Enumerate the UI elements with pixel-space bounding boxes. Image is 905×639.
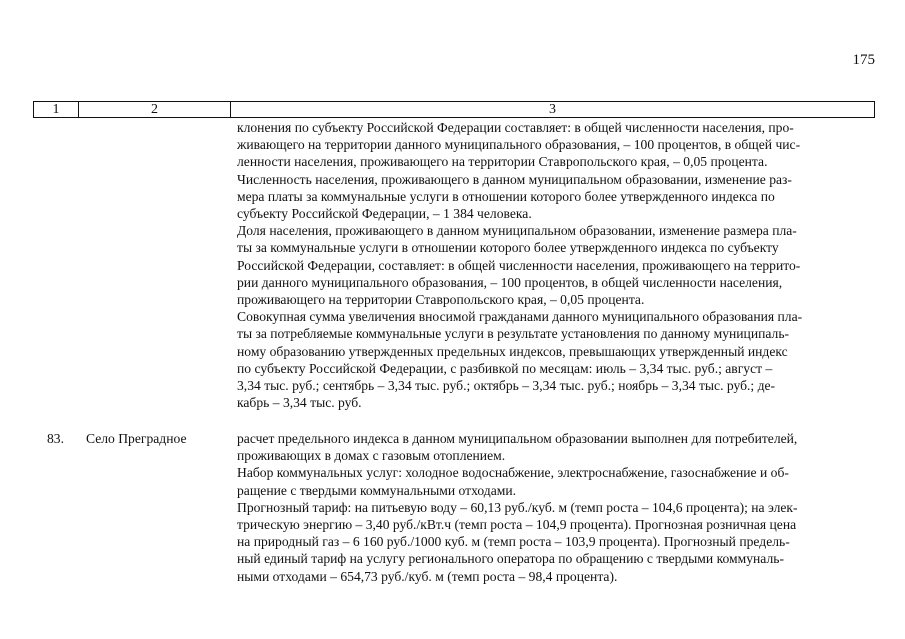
text-line: Прогнозный тариф: на питьевую воду – 60,13 руб./куб. м (темп роста – 104,6 процента); на элек- <box>237 499 798 515</box>
text-line: кабрь – 3,34 тыс. руб. <box>237 395 362 411</box>
text-line: проживающего на территории Ставропольского края, – 0,05 процента. <box>237 292 645 308</box>
page-number: 175 <box>852 52 875 68</box>
row-83-text <box>237 430 870 585</box>
text-line: мера платы за коммунальные услуги в отношении которого более утвержденного индекса по <box>237 188 775 204</box>
text-line: Доля населения, проживающего в данном муниципальном образовании, изменение размера пла- <box>237 223 797 239</box>
text-line: Набор коммунальных услуг: холодное водоснабжение, электроснабжение, газоснабжение и об- <box>237 465 789 481</box>
text-line: ный единый тариф на услугу регионального оператора по обращению с твердыми коммуналь- <box>237 551 784 567</box>
text-line: ращение с твердыми коммунальными отходами. <box>237 482 517 498</box>
text-line: трическую энергию – 3,40 руб./кВт.ч (темп роста – 104,9 процента). Прогнозная розничная цена <box>237 517 797 533</box>
text-line: живающего на территории данного муниципального образования, – 100 процентов, в общей чис- <box>237 137 801 153</box>
text-line: Российской Федерации, составляет: в общей численности населения, проживающего на террито- <box>237 257 801 273</box>
text-line: ты за коммунальные услуги в отношении которого более утвержденного индекса по субъекту <box>237 240 779 256</box>
text-line: ными отходами – 654,73 руб./куб. м (темп роста – 98,4 процента). <box>237 568 618 584</box>
text-line: ты за потребляемые коммунальные услуги в результате установления по данному муниципаль- <box>237 326 790 342</box>
text-line: 3,34 тыс. руб.; сентябрь – 3,34 тыс. руб.; октябрь – 3,34 тыс. руб.; ноябрь – 3,34 тыс. руб.; де- <box>237 378 776 394</box>
table-column-header <box>33 101 875 118</box>
continued-entry-text <box>237 119 870 411</box>
text-line: по субъекту Российской Федерации, с разбивкой по месяцам: июль – 3,34 тыс. руб.; август – <box>237 360 773 376</box>
column-number-1: 1 <box>34 102 79 117</box>
text-line: клонения по субъекту Российской Федерации составляет: в общей численности населения, про- <box>237 120 794 135</box>
text-line: на природный газ – 6 160 руб./1000 куб. м (темп роста – 103,9 процента). Прогнозный предель- <box>237 534 790 550</box>
text-line: Численность населения, проживающего в данном муниципальном образовании, изменение раз- <box>237 171 792 187</box>
text-line: ленности населения, проживающего на территории Ставропольского края, – 0,05 процента. <box>237 154 768 170</box>
text-line: расчет предельного индекса в данном муниципальном образовании выполнен для потребителей, <box>237 431 798 446</box>
text-line: рии данного муниципального образования, – 100 процентов, в общей численности населения, <box>237 274 783 290</box>
text-line: Совокупная сумма увеличения вносимой гражданами данного муниципального образования пла- <box>237 309 803 325</box>
municipality-name: Село Преградное <box>86 431 187 446</box>
row-number: 83. <box>47 431 64 446</box>
text-line: ному образованию утвержденных предельных индексов, превышающих утвержденный индекс <box>237 343 788 359</box>
text-line: проживающих в домах с газовым отоплением. <box>237 448 506 464</box>
column-number-2: 2 <box>79 102 231 117</box>
column-number-3: 3 <box>549 102 556 117</box>
text-line: субъекту Российской Федерации, – 1 384 человека. <box>237 206 532 222</box>
